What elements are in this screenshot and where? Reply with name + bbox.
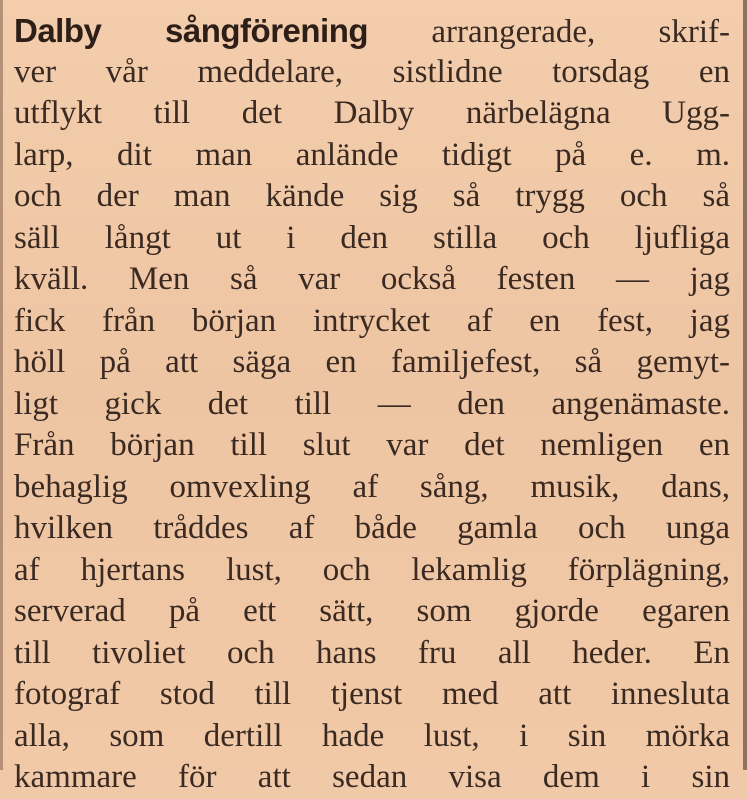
- article-line: höll på att säga en familjefest, så gemyt-: [14, 344, 730, 380]
- article-line: hvilken tråddes af både gamla och unga: [14, 510, 730, 546]
- article-line: utflykt till det Dalby närbelägna Ugg-: [14, 95, 730, 131]
- article-line: fick från början intrycket af en fest, jag: [14, 302, 730, 339]
- article-line: larp, dit man anlände tidigt på e. m.: [14, 136, 730, 173]
- article-body: [14, 10, 730, 795]
- article-line: och der man kände sig så trygg och så: [14, 178, 730, 214]
- article-line: kväll. Men så var också festen — jag: [14, 261, 730, 297]
- article-line-cut: kammare för att sedan visa dem i sin: [14, 759, 730, 795]
- article-line: [14, 10, 730, 52]
- article-line: alla, som dertill hade lust, i sin mörka: [14, 717, 730, 754]
- column-rule-left: [0, 0, 3, 770]
- article-line: ligt gick det till — den angenämaste.: [14, 385, 730, 422]
- article-line: fotograf stod till tjenst med att innesluta: [14, 676, 730, 712]
- article-line: säll långt ut i den stilla och ljufliga: [14, 219, 730, 256]
- article-line: ver vår meddelare, sistlidne torsdag en: [14, 53, 730, 90]
- article-line: af hjertans lust, och lekamlig förplägning,: [14, 551, 730, 588]
- article-line: behaglig omvexling af sång, musik, dans,: [14, 468, 730, 505]
- article-line: till tivoliet och hans fru all heder. En: [14, 634, 730, 671]
- article-line: Från början till slut var det nemligen en: [14, 427, 730, 463]
- article-headline: Dalby sångförening: [14, 12, 369, 49]
- article-line-text: arrangerade, skrif-: [431, 14, 730, 50]
- article-line: serverad på ett sätt, som gjorde egaren: [14, 593, 730, 629]
- column-rule-right: [743, 0, 747, 770]
